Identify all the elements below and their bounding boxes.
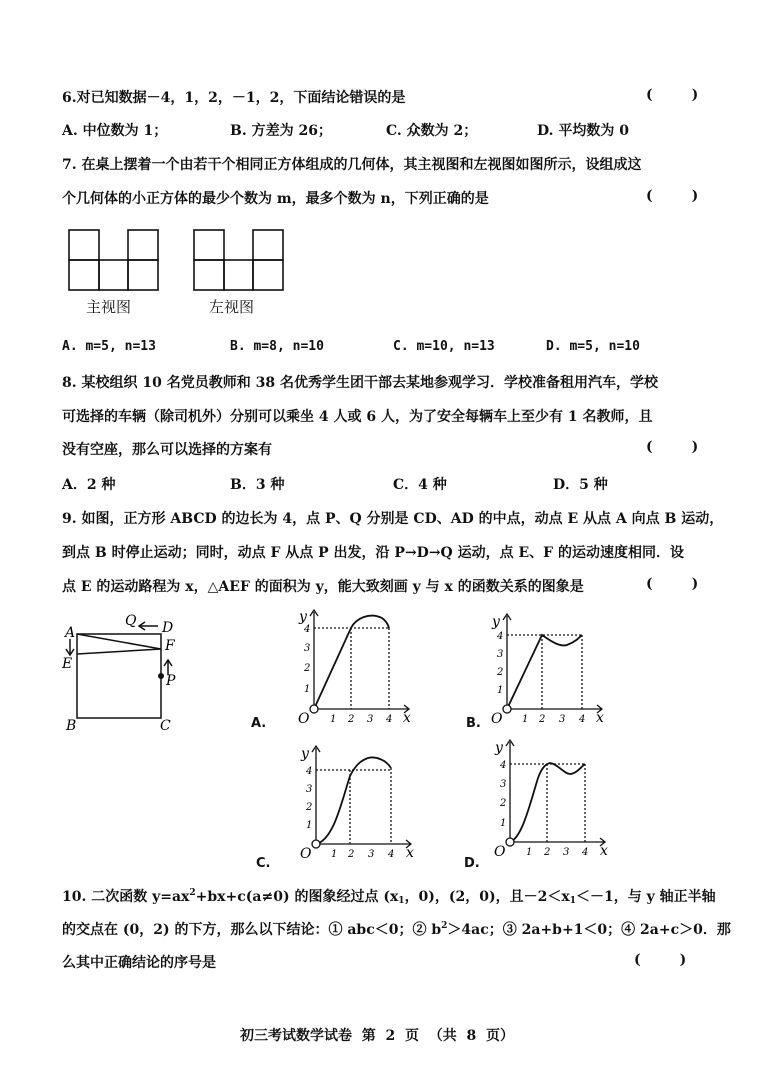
q7-option-b: B. m=8, n=10 (230, 339, 324, 354)
q9-label-d: D (162, 620, 174, 636)
q9-line-3: 点 E 的运动路程为 x，△AEF 的面积为 y，能大致刻画 y 与 x 的函数关系的图象是 (62, 579, 584, 595)
q8-option-b: B．3 种 (230, 477, 285, 493)
q9-graph-a-label: A. (251, 716, 267, 731)
q7-option-a: A. m=5, n=13 (62, 339, 156, 354)
q10-line-2: 的交点在 (0，2) 的下方，那么以下结论：① abc＜0；② $b^2>4ac$；③ 2a+b+1＜0；④ 2a+c＞0．那 (62, 921, 731, 938)
q9-label-q: Q (125, 613, 137, 629)
q9-graph-b-ylabel: y (492, 614, 500, 630)
q9-label-a: A (65, 625, 76, 641)
q9-label-c: C (160, 718, 171, 734)
q9-graph-b-ytick-2: 2 (497, 667, 504, 678)
q9-graph-c-xtick-1: 1 (331, 849, 338, 860)
q10-line-3: 么其中正确结论的序号是 (62, 955, 216, 971)
q9-graph-d-ytick-4: 4 (500, 760, 507, 771)
q9-graph-c-xlabel: x (406, 845, 414, 861)
q9-square-figure (58, 612, 188, 734)
q9-graph-a-xtick-2: 2 (348, 714, 355, 725)
q9-graph-a-xtick-4: 4 (386, 714, 393, 725)
page-footer: 初三考试数学试卷 第 2 页 （共 8 页） (240, 1028, 514, 1044)
q9-graph-d-xlabel: x (600, 843, 608, 859)
q9-graph-c (294, 740, 419, 862)
q9-graph-a-xlabel: x (403, 710, 411, 726)
q9-graph-c-ylabel: y (301, 746, 309, 762)
q9-graph-b-ytick-4: 4 (497, 631, 504, 642)
q9-graph-d-label: D. (464, 856, 480, 871)
q9-graph-d-origin: O (494, 844, 506, 860)
q7-option-c: C. m=10, n=13 (393, 339, 495, 354)
q10-line-1: 10. 二次函数 $y=ax^2+bx+c(a\ne 0)$ 的图象经过点 ($x_1$，0)，(2，0)，且$-2<x_1<-1$，与 y 轴正半轴 (62, 888, 716, 906)
q9-graph-b-xtick-3: 3 (559, 714, 566, 725)
q9-graph-b-origin: O (491, 711, 503, 727)
q9-graph-a-ytick-1: 1 (304, 684, 311, 695)
q7-answer-paren: ( ) (646, 188, 699, 204)
q9-graph-b-xtick-1: 1 (522, 714, 529, 725)
q9-graph-b-label: B. (466, 716, 481, 731)
q9-graph-c-ytick-1: 1 (306, 820, 313, 831)
q7-side-view-figure (193, 229, 285, 291)
q10-answer-paren: ( ) (634, 952, 687, 968)
q9-label-f: F (165, 638, 175, 654)
q9-graph-d-xtick-4: 4 (582, 847, 589, 858)
q9-graph-c-ytick-4: 4 (306, 766, 313, 777)
q9-graph-c-origin: O (300, 846, 312, 862)
q9-graph-b (485, 612, 610, 726)
q7-front-view-caption: 主视图 (86, 298, 132, 316)
q6-option-c: C. 众数为 2； (386, 123, 478, 139)
q8-line-1: 8. 某校组织 10 名党员教师和 38 名优秀学生团干部去某地参观学习．学校准备租用汽车，学校 (62, 375, 658, 391)
q9-answer-paren: ( ) (646, 576, 699, 592)
q6-answer-paren: ( ) (646, 87, 699, 103)
q9-graph-c-xtick-3: 3 (368, 849, 375, 860)
q9-label-e: E (62, 656, 73, 672)
q7-side-view-caption: 左视图 (209, 298, 255, 316)
q6-option-d: D. 平均数为 0 (537, 123, 630, 139)
q9-line-2: 到点 B 时停止运动；同时，动点 F 从点 P 出发，沿 P→D→Q 运动，点 E、F 的运动速度相同．设 (62, 545, 684, 561)
q6-option-a: A. 中位数为 1； (62, 123, 168, 139)
q9-graph-d-ylabel: y (495, 740, 503, 756)
q7-option-d: D. m=5, n=10 (546, 339, 640, 354)
q9-line-1: 9. 如图，正方形 ABCD 的边长为 4，点 P、Q 分别是 CD、AD 的中点，动点 E 从点 A 向点 B 运动， (62, 511, 724, 527)
q9-graph-c-xtick-4: 4 (388, 849, 395, 860)
q6-option-b: B. 方差为 26； (230, 123, 332, 139)
q8-answer-paren: ( ) (646, 439, 699, 455)
q9-label-b: B (66, 718, 77, 734)
q9-graph-a (292, 604, 417, 726)
q9-graph-d-xtick-1: 1 (526, 847, 533, 858)
q9-graph-b-xlabel: x (596, 710, 604, 726)
q9-graph-b-ytick-1: 1 (497, 685, 504, 696)
q7-line-1: 7. 在桌上摆着一个由若干个相同正方体组成的几何体，其主视图和左视图如图所示，设组成这 (62, 157, 642, 173)
q9-graph-b-ytick-3: 3 (497, 649, 504, 660)
q8-line-3: 没有空座，那么可以选择的方案有 (62, 442, 272, 458)
q7-line-2: 个几何体的小正方体的最少个数为 m，最多个数为 n，下列正确的是 (62, 191, 489, 207)
q9-label-p: P (166, 673, 176, 689)
q9-graph-a-ylabel: y (299, 609, 307, 625)
q8-line-2: 可选择的车辆（除司机外）分别可以乘坐 4 人或 6 人，为了安全每辆车上至少有 1 名教师，且 (62, 409, 653, 425)
q8-option-c: C．4 种 (393, 477, 447, 493)
q9-graph-d-ytick-1: 1 (500, 818, 507, 829)
q9-graph-c-label: C. (256, 856, 271, 871)
q9-graph-d-xtick-2: 2 (544, 847, 551, 858)
q9-graph-d-ytick-2: 2 (500, 798, 507, 809)
q9-graph-a-ytick-2: 2 (304, 663, 311, 674)
q9-graph-d-xtick-3: 3 (563, 847, 570, 858)
q9-graph-d-ytick-3: 3 (500, 779, 507, 790)
q9-graph-c-xtick-2: 2 (348, 849, 355, 860)
q9-graph-d (488, 734, 613, 858)
q9-graph-a-ytick-3: 3 (304, 643, 311, 654)
q7-front-view-figure (68, 229, 160, 291)
q9-graph-b-xtick-2: 2 (539, 714, 546, 725)
q9-graph-c-ytick-2: 2 (306, 802, 313, 813)
q9-graph-a-xtick-1: 1 (330, 714, 337, 725)
q8-option-a: A．2 种 (62, 477, 116, 493)
q9-graph-a-origin: O (298, 711, 310, 727)
q9-graph-c-ytick-3: 3 (306, 784, 313, 795)
q6-stem: 6.对已知数据－4，1，2，－1，2，下面结论错误的是 (62, 90, 406, 106)
q8-option-d: D．5 种 (553, 477, 608, 493)
q9-graph-a-xtick-3: 3 (367, 714, 374, 725)
q9-graph-a-ytick-4: 4 (304, 624, 311, 635)
q9-graph-b-xtick-4: 4 (579, 714, 586, 725)
